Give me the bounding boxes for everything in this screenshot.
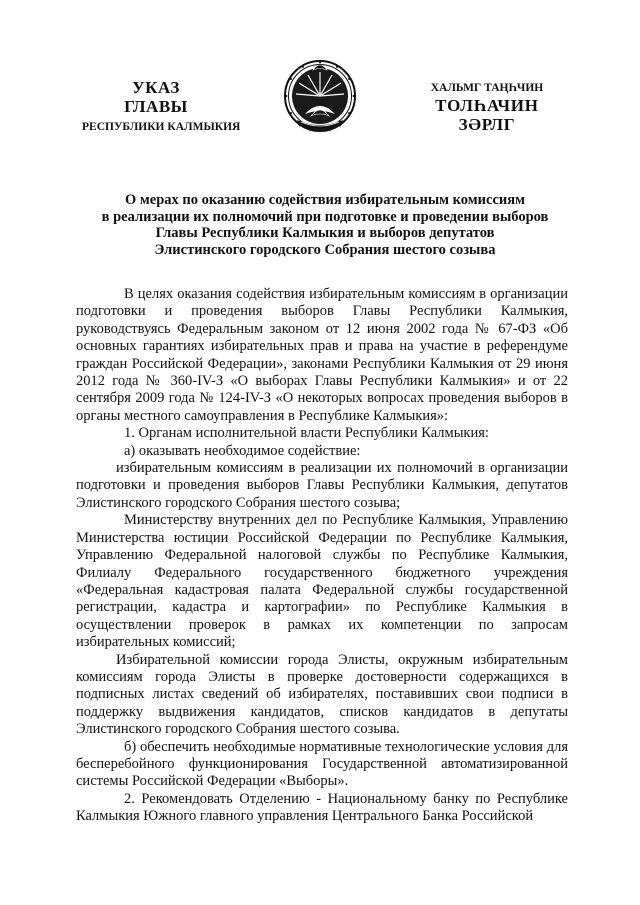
header-right-line3: ЗӘРЛГ: [458, 115, 516, 134]
paragraph-subitem-a: а) оказывать необходимое содействие:: [124, 442, 361, 459]
paragraph-item-1: 1. Органам исполнительной власти Республики Калмыкия:: [124, 425, 489, 442]
header-left-line3: РЕСПУБЛИКИ КАЛМЫКИЯ: [82, 121, 241, 133]
header-left-line1: УКАЗ: [132, 78, 180, 97]
paragraph-preamble: В целях оказания содействия избирательным комиссиям в организации подготовки и проведения выборов Главы Республики Калмыкия, руководствуясь Федеральным законом от 12 июня 2002 года № 67-ФЗ «Об основных гарантиях избирательных прав и права на участие в референдуме граждан Российской Федерации», законами Республики Калмыкия от 29 июня 2012 года № 360-IV-З «О выборах Главы Республики Калмыкия» и от 22 сентября 2009 года № 124-IV-З «О некоторых вопросах проведения выборов в органы местного самоуправления в Республике Калмыкия»:: [76, 286, 568, 424]
header-left-russian: [82, 78, 241, 135]
paragraph-election-commissions: избирательным комиссиям в реализации их полномочий в организации подготовки и проведения выборов Главы Республики Калмыкия, депутатов Элистинского городского Собрания шестого созыва;: [76, 460, 568, 511]
header-right-line2: ТОЛҺАЧИН: [435, 96, 539, 115]
paragraph-elista-commission: Избирательной комиссии города Элисты, окружным избирательным комиссиям города Элисты в проверке достоверности содержащихся в подписных листах сведений об избирателях, поставивших свои подписи в поддержку выдвижения кандидатов, списков кандидатов в депутаты Элистинского городского Собрания шестого созыва.: [76, 651, 568, 738]
header-right-line1: ХАЛЬМГ ТАҢҺЧИН: [430, 82, 544, 94]
title-line: Элистинского городского Собрания шестого созыва: [154, 241, 496, 258]
title-line: Главы Республики Калмыкия и выборов депутатов: [155, 225, 495, 241]
kalmykia-coat-of-arms-icon: [283, 58, 357, 136]
document-title: [70, 192, 580, 258]
paragraph-item-2: 2. Рекомендовать Отделению - Национальному банку по Республике Калмыкия Южного главного управления Центрального Банка Российской: [76, 790, 568, 825]
header-right-kalmyk: [418, 80, 556, 134]
document-header: [0, 0, 640, 150]
header-left-line2: ГЛАВЫ: [124, 97, 188, 116]
title-line: О мерах по оказанию содействия избирательным комиссиям: [125, 192, 525, 208]
document-body: [76, 286, 568, 826]
title-line: в реализации их полномочий при подготовке и проведении выборов: [101, 208, 549, 225]
paragraph-subitem-b: б) обеспечить необходимые нормативные технологические условия для бесперебойного функционирования Государственной автоматизированной системы Российской Федерации «Выборы».: [76, 738, 568, 790]
paragraph-ministries: Министерству внутренних дел по Республике Калмыкия, Управлению Министерства юстиции Российской Федерации по Республике Калмыкия, Управлению Федеральной налоговой службы по Республике Калмыкия, Филиалу Федерального государственного бюджетного учреждения «Федеральная кадастровая палата Федеральной службы государственной регистрации, кадастра и картографии» по Республике Калмыкия в осуществлении проверок в рамках их компетенции по запросам избирательных комиссий;: [76, 512, 568, 651]
